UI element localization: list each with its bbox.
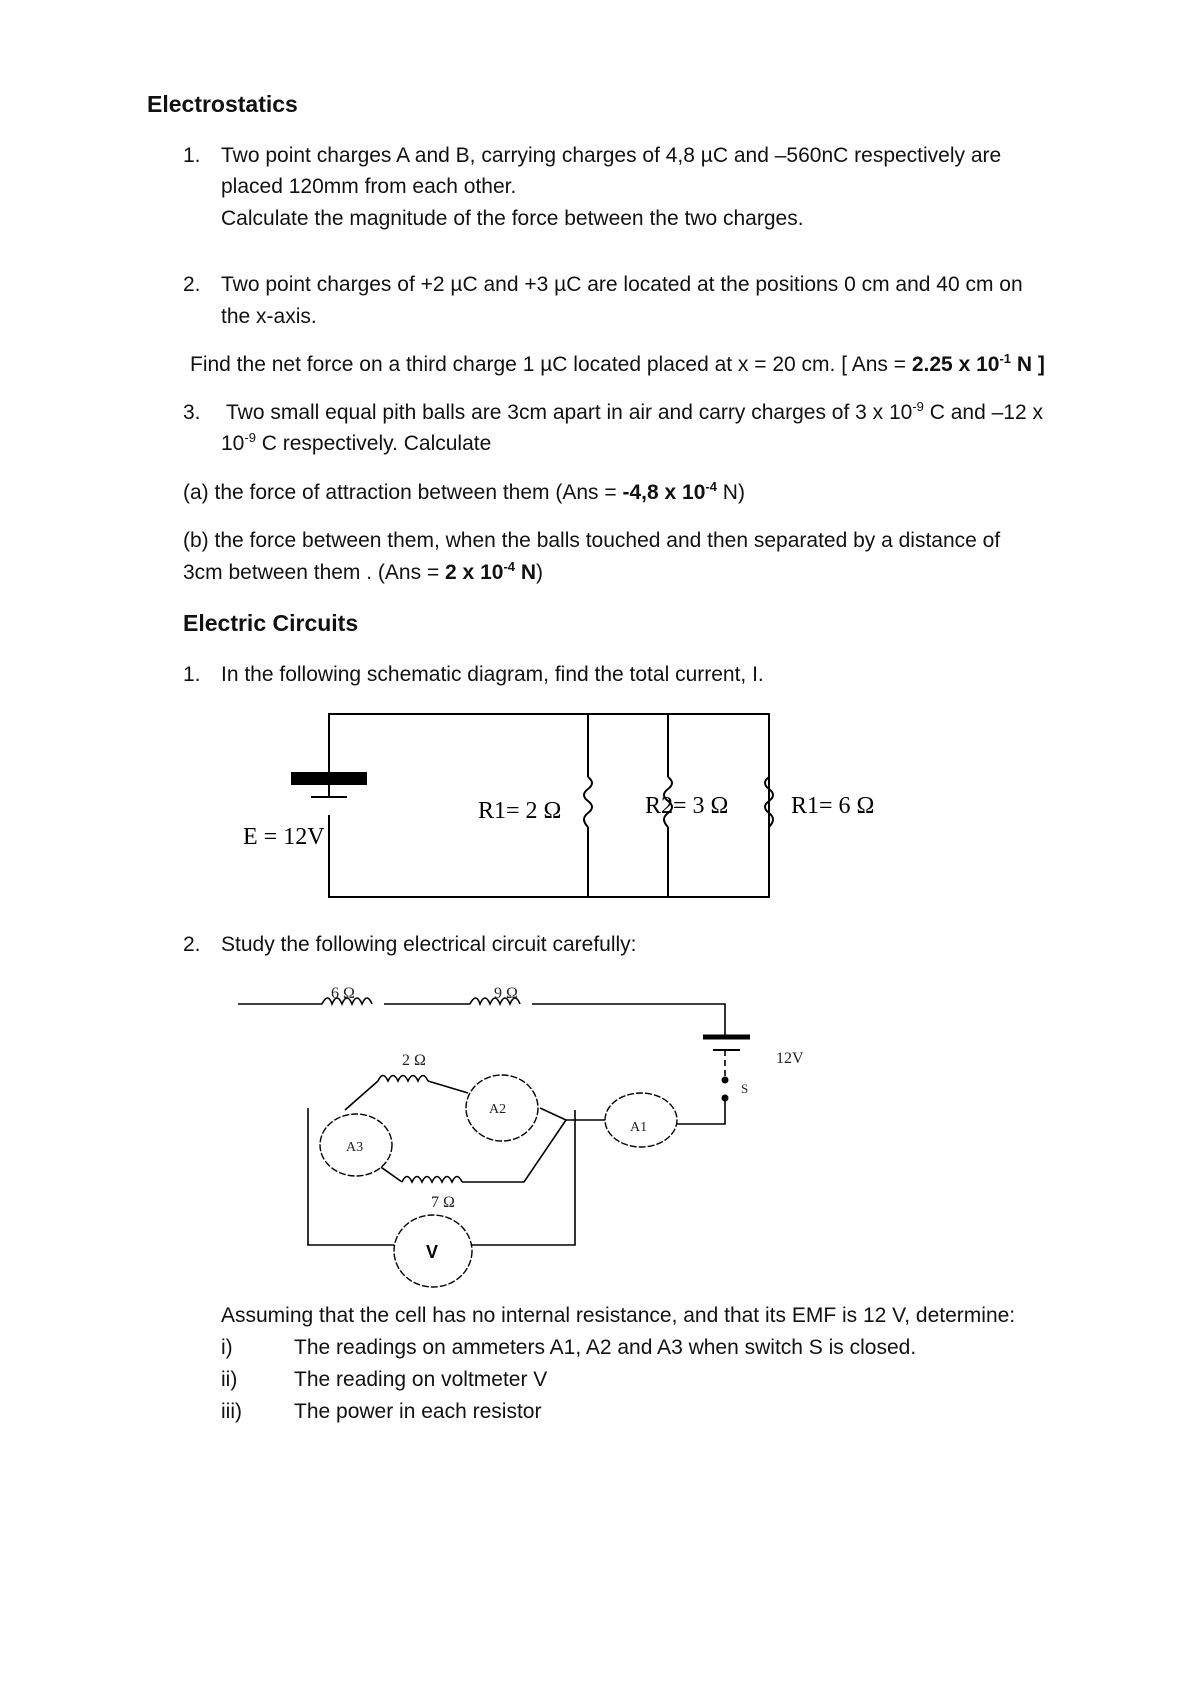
item-1-text: The readings on ammeters A1, A2 and A3 when switch S is closed. [294,1336,917,1359]
battery-label: 12V [776,1050,804,1067]
resistor-2-symbol [378,1076,428,1082]
switch-label: S [741,1081,749,1096]
q1-line2: placed 120mm from each other. [221,175,517,198]
q2-answer-unit: N ] [1011,353,1045,376]
q1-number: 1. [183,144,201,167]
switch-contact-top [722,1077,729,1084]
q2-line2: the x-axis. [221,305,317,328]
resistor-6-label: 6 Ω [331,985,355,1002]
resistor-r2-label: R2= 3 Ω [645,793,729,819]
q3-part-b-unit: N [515,561,536,584]
q1-line1: Two point charges A and B, carrying charges of 4,8 µC and –560nC respectively are [221,144,1002,167]
circuit-q2-number: 2. [183,933,201,956]
circuit-q1-number: 1. [183,663,201,686]
resistor-r1-label: R1= 2 Ω [478,798,562,824]
wire-2ohm-a2 [428,1081,468,1093]
emf-label: E = 12V [243,824,325,850]
q3-part-a-mantissa: -4,8 x 10 [622,481,706,504]
resistor-r3-label: R1= 6 Ω [791,793,875,819]
q3-line1-text: Two small equal pith balls are 3cm apart in air and carry charges of 3 x 10 [226,401,913,424]
electrostatics-heading: Electrostatics [147,91,298,117]
circuit-q2-text: Study the following electrical circuit carefully: [221,933,637,956]
q3-part-a-unit: N [716,481,738,504]
q3-line2-base: 10 [221,432,245,455]
q3-part-a-text: (a) the force of attraction between them (Ans = [183,481,623,504]
q3-part-b-close: ) [536,561,543,584]
ammeter-a1-label: A1 [630,1120,648,1135]
q3-part-b-text: 3cm between them . (Ans = [183,561,446,584]
q3-line2-exponent: -9 [244,430,256,445]
q2-number: 2. [183,273,201,296]
wire-a3-2ohm [345,1081,378,1110]
wire-a2-junction [540,1108,566,1120]
q3-part-b-mantissa: 2 x 10 [445,561,504,584]
q3-line1-tail: C and –12 x [923,401,1043,424]
item-2-number: ii) [221,1368,238,1391]
item-1-number: i) [221,1336,233,1359]
assumption-text: Assuming that the cell has no internal resistance, and that its EMF is 12 V, determine: [221,1304,1016,1327]
q2-answer-mantissa: 2.25 x 10 [911,353,1000,376]
circuits-heading: Electric Circuits [183,610,359,636]
circuit-q1-text: In the following schematic diagram, find the total current, I. [221,663,764,686]
resistor-2-label: 2 Ω [402,1052,426,1069]
wire-7ohm-a3 [378,1165,402,1182]
q2-line1: Two point charges of +2 µC and +3 µC are located at the positions 0 cm and 40 cm on [221,273,1023,296]
q2-line3-text: Find the net force on a third charge 1 µC located placed at x = 20 cm. [ Ans = [190,353,912,376]
q3-number: 3. [183,401,201,424]
q3-part-b-exponent: -4 [503,559,515,574]
q3-part-a-close: ) [737,481,745,504]
q1-line3: Calculate the magnitude of the force between the two charges. [221,207,804,230]
item-3-number: iii) [221,1400,242,1423]
q3-line2-text: C respectively. Calculate [255,432,492,455]
resistor-7-label: 7 Ω [431,1194,455,1211]
voltmeter-label: V [426,1242,439,1262]
q2-answer-exponent: -1 [999,351,1012,366]
q3-part-b-line1: (b) the force between them, when the balls touched and then separated by a distance of [183,529,1001,552]
ammeter-a3-label: A3 [346,1140,364,1155]
switch-contact-bottom [722,1095,729,1102]
item-3-text: The power in each resistor [294,1400,542,1423]
q3-part-a-exponent: -4 [705,479,717,494]
switch-wire [670,1098,725,1124]
item-2-text: The reading on voltmeter V [294,1368,548,1391]
resistor-9-label: 9 Ω [494,985,518,1002]
q3-line1-exponent: -9 [912,399,924,414]
resistor-7-symbol [402,1177,462,1183]
top-wire-right [532,1004,725,1037]
ammeter-a2-label: A2 [489,1102,507,1117]
